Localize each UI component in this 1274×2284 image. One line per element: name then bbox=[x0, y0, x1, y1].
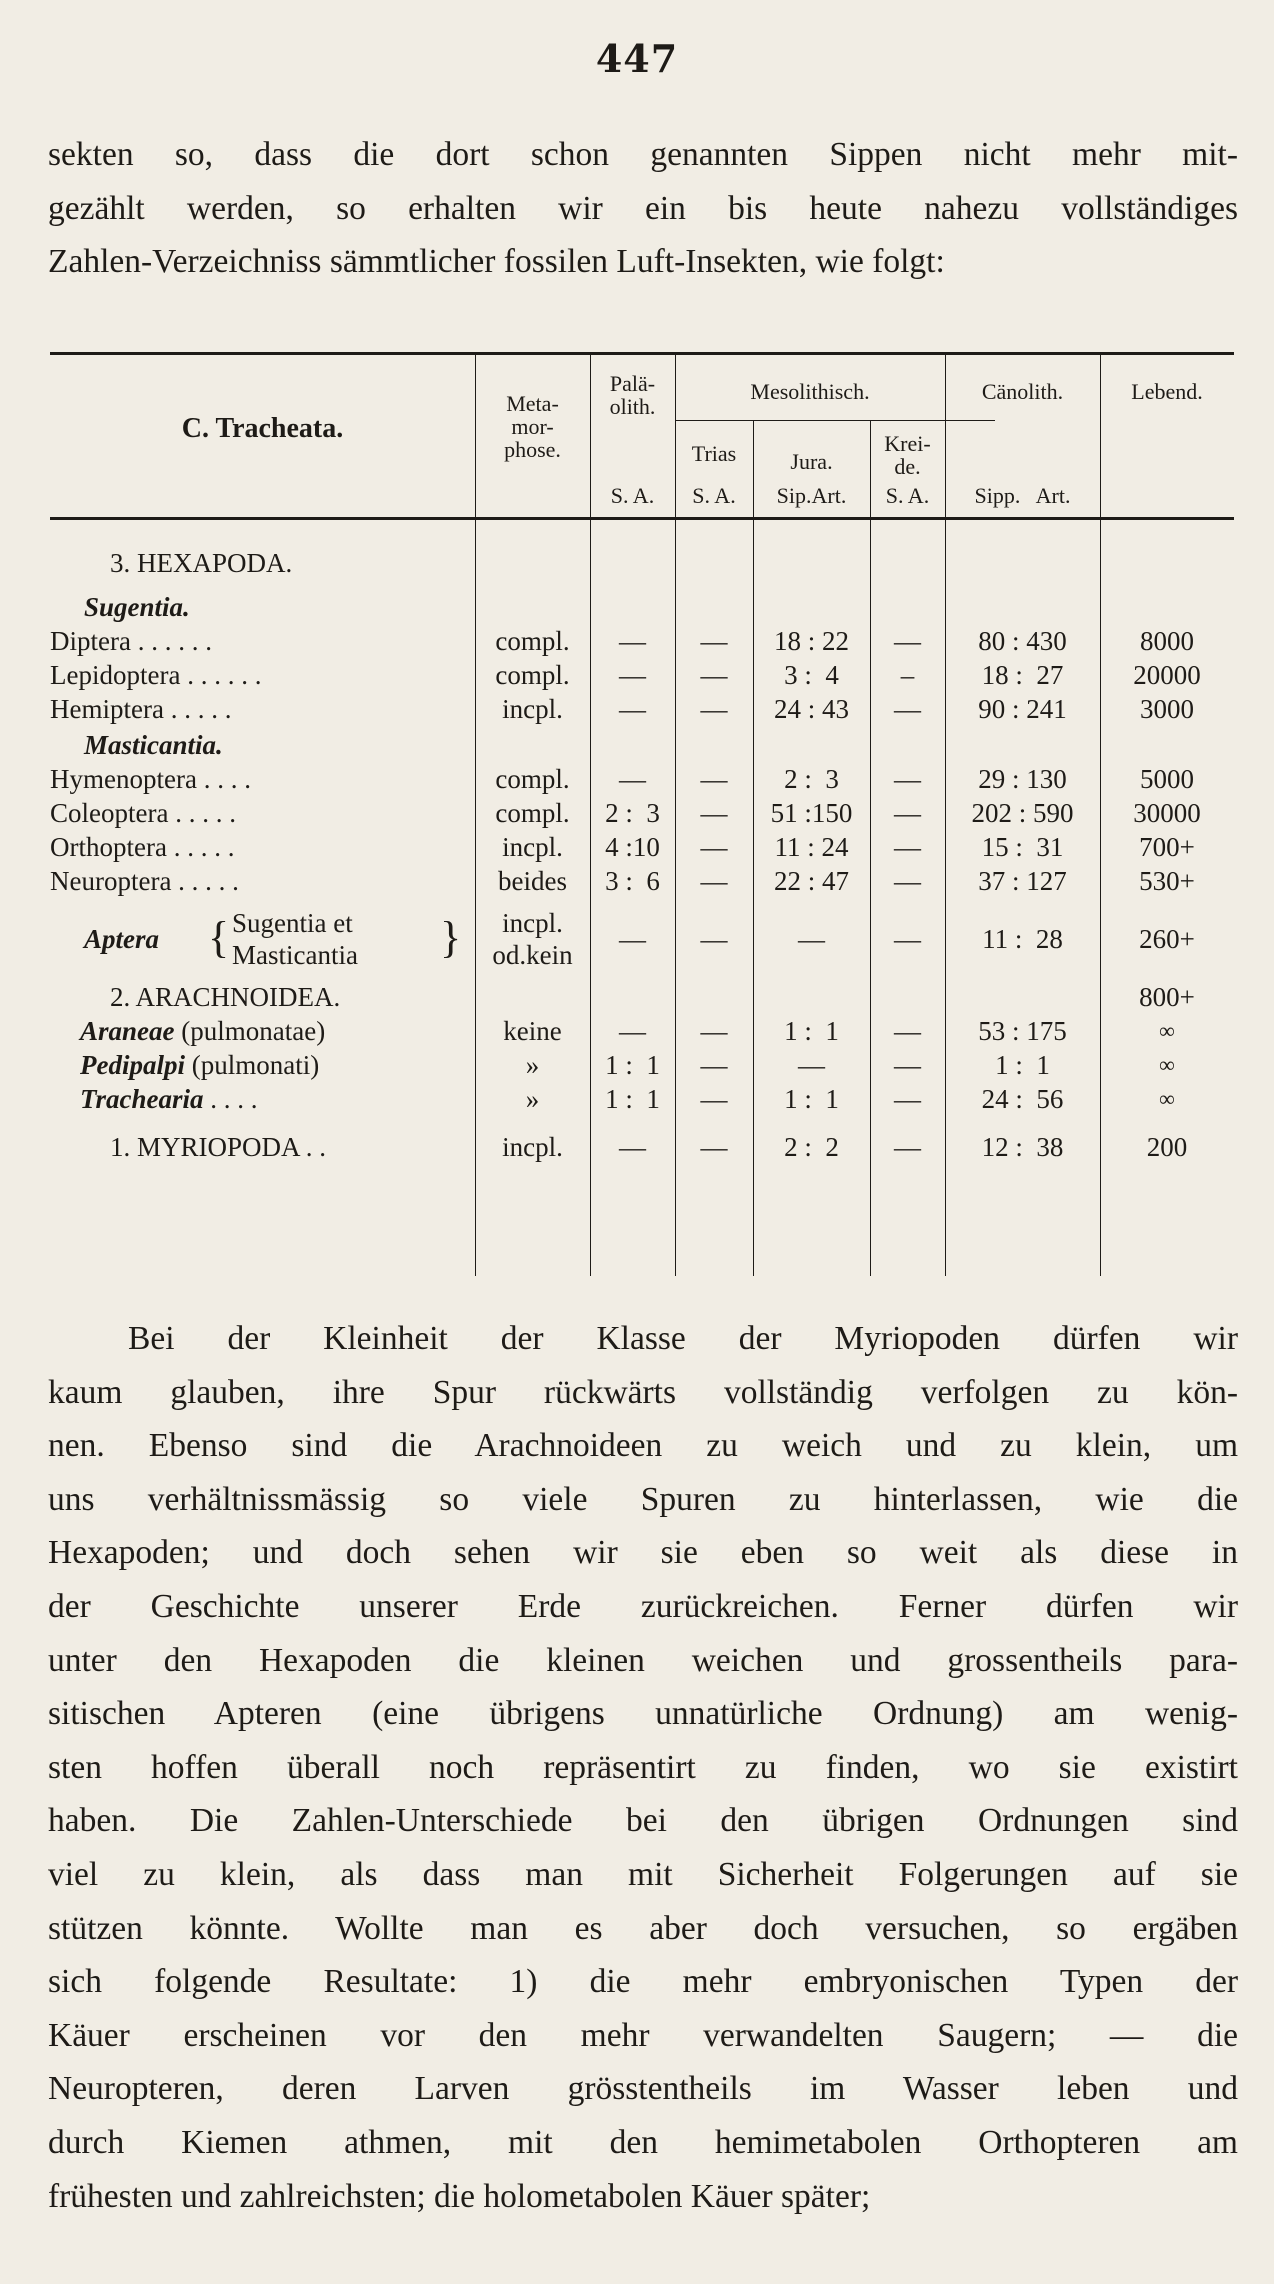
cell-kreide: – bbox=[900, 660, 915, 690]
cell-meta: incpl. bbox=[502, 908, 563, 938]
header-palaeolith: Palä- olith. bbox=[609, 371, 656, 420]
left-brace: { bbox=[208, 913, 230, 962]
header-kreide: Krei- de. bbox=[884, 431, 931, 480]
cell-caen: 53 : 175 bbox=[978, 1016, 1067, 1046]
row-label bbox=[80, 1014, 325, 1048]
cell-trias: — bbox=[700, 832, 728, 862]
row-label: 2. ARACHNOIDEA. bbox=[110, 982, 341, 1012]
header-kreide-sub: S. A. bbox=[885, 483, 930, 508]
row-label: Coleoptera . . . . . bbox=[50, 798, 236, 828]
cell-leb: 20000 bbox=[1133, 660, 1201, 690]
cell-caen: 29 : 130 bbox=[978, 764, 1067, 794]
cell-kreide: — bbox=[894, 764, 921, 794]
row-label: Diptera . . . . . . bbox=[50, 626, 212, 656]
cell-trias: — bbox=[700, 660, 728, 690]
cell-kreide: — bbox=[894, 1132, 921, 1162]
row-label: Orthoptera . . . . . bbox=[50, 832, 235, 862]
cell-leb: 30000 bbox=[1133, 798, 1201, 828]
text-line: sten hoffen überall noch repräsentirt zu finden, wo sie existirt bbox=[48, 1748, 1238, 1786]
text-line: Hexapoden; und doch sehen wir sie eben so weit als diese in bbox=[48, 1534, 1238, 1572]
cell-leb: 5000 bbox=[1140, 764, 1194, 794]
mesolith-sub-rule bbox=[675, 420, 995, 421]
table-group-title: C. Tracheata. bbox=[181, 413, 344, 444]
row-label: 1. MYRIOPODA . . bbox=[110, 1132, 327, 1162]
cell-trias: — bbox=[700, 1050, 728, 1080]
cell-caen: 18 : 27 bbox=[981, 660, 1064, 690]
text-line: haben. Die Zahlen-Unterschiede bei den übrigen Ordnungen sind bbox=[48, 1802, 1238, 1840]
header-palaeolith-sub: S. A. bbox=[610, 483, 655, 508]
row-label bbox=[80, 1082, 258, 1116]
cell-pal: — bbox=[619, 1016, 646, 1046]
cell-pal: — bbox=[619, 660, 646, 690]
cell-leb: 800+ bbox=[1139, 982, 1195, 1012]
cell-leb: 3000 bbox=[1140, 694, 1194, 724]
cell-pal: 4 :10 bbox=[605, 832, 660, 862]
text-line: nen. Ebenso sind die Arachnoideen zu weich und zu klein, um bbox=[48, 1427, 1238, 1465]
cell-kreide: — bbox=[894, 924, 921, 954]
cell-trias: — bbox=[700, 924, 728, 954]
row-label-italic: Trachearia bbox=[80, 1084, 204, 1114]
cell-trias: — bbox=[700, 764, 728, 794]
cell-pal: 3 : 6 bbox=[605, 866, 660, 896]
row-label-italic: Pedipalpi bbox=[80, 1050, 185, 1080]
text-line: unter den Hexapoden die kleinen weichen und grossentheils para- bbox=[48, 1641, 1238, 1679]
cell-jura: 3 : 4 bbox=[784, 660, 839, 690]
cell-leb: ∞ bbox=[1159, 1086, 1175, 1111]
text-line: Neuropteren, deren Larven grösstentheils im Wasser leben und bbox=[48, 2070, 1238, 2108]
row-label bbox=[80, 1048, 319, 1082]
page-number: 447 bbox=[595, 36, 679, 81]
cell-kreide: — bbox=[894, 694, 921, 724]
header-jura-sub: Sip.Art. bbox=[776, 483, 847, 508]
cell-meta: incpl. bbox=[502, 1132, 563, 1162]
cell-pal: — bbox=[619, 764, 646, 794]
cell-pal: — bbox=[619, 1132, 646, 1162]
text-line: Bei der Kleinheit der Klasse der Myriopoden dürfen wir bbox=[128, 1320, 1238, 1357]
cell-caen: 80 : 430 bbox=[978, 626, 1067, 656]
cell-caen: 12 : 38 bbox=[981, 1132, 1064, 1162]
text-line: viel zu klein, als dass man mit Sicherheit Folgerungen auf sie bbox=[48, 1855, 1238, 1893]
cell-leb: ∞ bbox=[1159, 1052, 1175, 1077]
cell-meta: compl. bbox=[495, 798, 570, 828]
header-trias-sub: S. A. bbox=[692, 483, 736, 508]
cell-jura: 1 : 1 bbox=[784, 1016, 839, 1046]
cell-jura: — bbox=[798, 1050, 825, 1080]
cell-kreide: — bbox=[894, 1084, 921, 1114]
cell-pal: — bbox=[619, 626, 646, 656]
cell-caen: 202 : 590 bbox=[971, 798, 1074, 828]
cell-jura: 51 :150 bbox=[770, 798, 853, 828]
cell-jura: 22 : 47 bbox=[773, 866, 849, 896]
aptera-sub2: Masticantia bbox=[232, 940, 358, 970]
text-line: der Geschichte unserer Erde zurückreichen. Ferner dürfen wir bbox=[48, 1587, 1238, 1625]
cell-leb: 530+ bbox=[1139, 866, 1195, 896]
cell-meta: compl. bbox=[495, 764, 570, 794]
cell-kreide: — bbox=[894, 832, 921, 862]
cell-meta: » bbox=[525, 1084, 540, 1114]
cell-caen: 90 : 241 bbox=[978, 694, 1067, 724]
header-metamorphose: Meta- mor- phose. bbox=[504, 391, 561, 463]
cell-trias: — bbox=[700, 798, 728, 828]
text-line: kaum glauben, ihre Spur rückwärts vollständig verfolgen zu kön- bbox=[48, 1373, 1238, 1411]
row-label: Hemiptera . . . . . bbox=[50, 694, 232, 724]
text-line: durch Kiemen athmen, mit den hemimetabolen Orthopteren am bbox=[48, 2123, 1238, 2161]
cell-pal: — bbox=[619, 694, 646, 724]
right-brace: } bbox=[440, 913, 462, 962]
row-label: Lepidoptera . . . . . . bbox=[50, 660, 262, 690]
cell-kreide: — bbox=[894, 866, 921, 896]
cell-jura: 1 : 1 bbox=[784, 1084, 839, 1114]
cell-jura: 11 : 24 bbox=[774, 832, 849, 862]
row-label-italic: Araneae bbox=[80, 1016, 175, 1046]
cell-kreide: — bbox=[894, 798, 921, 828]
cell-leb: ∞ bbox=[1159, 1018, 1175, 1043]
text-line: Käuer erscheinen vor den mehr verwandelten Saugern; — die bbox=[48, 2016, 1238, 2054]
cell-pal: 1 : 1 bbox=[605, 1084, 660, 1114]
cell-jura: — bbox=[798, 924, 825, 954]
cell-trias: — bbox=[700, 1016, 728, 1046]
header-caenolith: Cänolith. bbox=[981, 379, 1064, 404]
cell-caen: 1 : 1 bbox=[995, 1050, 1050, 1080]
cell-kreide: — bbox=[894, 626, 921, 656]
cell-pal: — bbox=[619, 924, 646, 954]
cell-meta: » bbox=[525, 1050, 540, 1080]
text-line: frühesten und zahlreichsten; die holometabolen Käuer später; bbox=[48, 2177, 871, 2215]
row-label: Aptera bbox=[84, 924, 160, 954]
cell-meta: keine bbox=[503, 1016, 562, 1046]
row-label: 3. HEXAPODA. bbox=[110, 548, 293, 578]
cell-caen: 37 : 127 bbox=[978, 866, 1067, 896]
aptera-sub1: Sugentia et bbox=[232, 908, 353, 938]
row-label-rest: (pulmonati) bbox=[184, 1050, 320, 1080]
row-label: Sugentia. bbox=[84, 592, 190, 622]
cell-trias: — bbox=[700, 866, 728, 896]
cell-leb: 700+ bbox=[1139, 832, 1195, 862]
text-line: uns verhältnissmässig so viele Spuren zu hinterlassen, wie die bbox=[48, 1480, 1238, 1518]
cell-leb: 8000 bbox=[1140, 626, 1194, 656]
cell-meta: incpl. bbox=[502, 832, 563, 862]
cell-jura: 2 : 2 bbox=[784, 1132, 839, 1162]
cell-jura: 2 : 3 bbox=[784, 764, 839, 794]
cell-trias: — bbox=[700, 694, 728, 724]
text-line: Zahlen-Verzeichniss sämmtlicher fossilen Luft-Insekten, wie folgt: bbox=[48, 243, 945, 281]
text-line: stützen könnte. Wollte man es aber doch versuchen, so ergäben bbox=[48, 1909, 1238, 1947]
text-line: sekten so, dass die dort schon genannten Sippen nicht mehr mit- bbox=[48, 136, 1238, 173]
header-caenolith-sub: Sipp. Art. bbox=[974, 483, 1071, 508]
text-line: sich folgende Resultate: 1) die mehr embryonischen Typen der bbox=[48, 1963, 1238, 2001]
tracheata-table bbox=[50, 352, 1234, 1276]
table-top-rule-thin bbox=[50, 354, 1234, 355]
cell-kreide: — bbox=[894, 1016, 921, 1046]
cell-caen: 24 : 56 bbox=[981, 1084, 1064, 1114]
row-label: Hymenoptera . . . . bbox=[50, 764, 251, 794]
header-lebend: Lebend. bbox=[1131, 379, 1203, 404]
cell-kreide: — bbox=[894, 1050, 921, 1080]
row-label: Neuroptera . . . . . bbox=[50, 866, 239, 896]
cell-pal: 2 : 3 bbox=[605, 798, 660, 828]
cell-jura: 24 : 43 bbox=[773, 694, 849, 724]
cell-leb: 200 bbox=[1146, 1132, 1188, 1162]
cell-meta: compl. bbox=[495, 626, 570, 656]
cell-meta: beides bbox=[498, 866, 567, 896]
intro-paragraph bbox=[48, 128, 1238, 289]
cell-leb: 260+ bbox=[1139, 924, 1195, 954]
table-header-rule bbox=[50, 517, 1234, 520]
cell-trias: — bbox=[700, 626, 728, 656]
cell-meta-2: od.kein bbox=[492, 940, 573, 970]
cell-meta: incpl. bbox=[502, 694, 563, 724]
header-trias: Trias bbox=[691, 441, 737, 466]
cell-trias: — bbox=[700, 1132, 728, 1162]
cell-jura: 18 : 22 bbox=[773, 626, 849, 656]
cell-caen: 15 : 31 bbox=[981, 832, 1064, 862]
cell-meta: compl. bbox=[495, 660, 570, 690]
text-line: sitischen Apteren (eine übrigens unnatürliche Ordnung) am wenig- bbox=[48, 1695, 1238, 1733]
cell-pal: 1 : 1 bbox=[605, 1050, 660, 1080]
cell-trias: — bbox=[700, 1084, 728, 1114]
row-label-rest: . . . . bbox=[203, 1084, 258, 1114]
header-mesolith: Mesolithisch. bbox=[750, 379, 870, 404]
header-jura: Jura. bbox=[790, 449, 833, 474]
row-label: Masticantia. bbox=[84, 730, 223, 760]
cell-caen: 11 : 28 bbox=[982, 924, 1063, 954]
body-paragraph bbox=[48, 1312, 1238, 2223]
row-label-rest: (pulmonatae) bbox=[174, 1016, 326, 1046]
text-line: gezählt werden, so erhalten wir ein bis heute nahezu vollständiges bbox=[48, 189, 1238, 227]
